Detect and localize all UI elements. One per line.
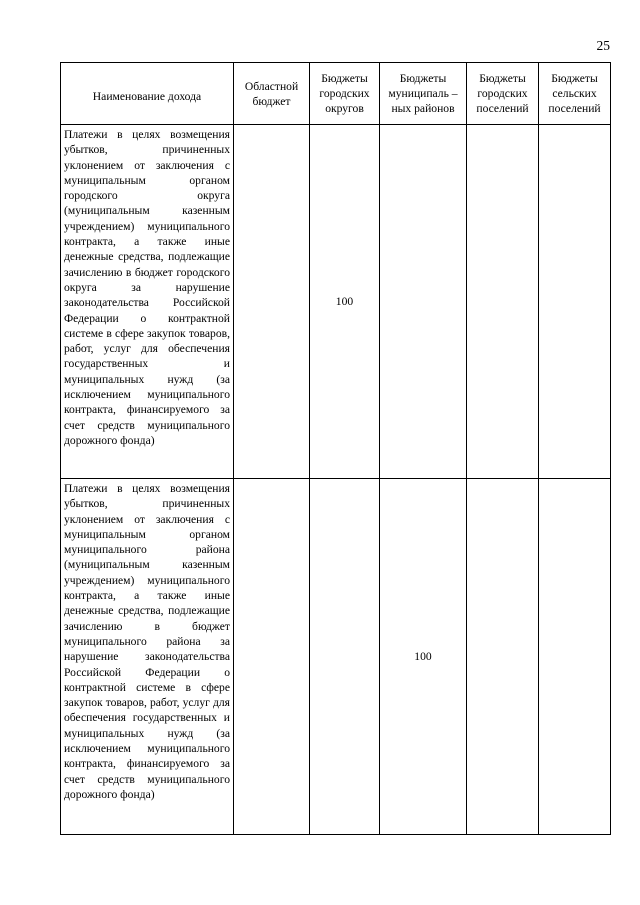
table-row [61, 125, 611, 479]
header-income-name-label: Наименование дохода [92, 90, 202, 103]
header-rural-settlements-label: Бюджеты сельских поселений [548, 72, 601, 115]
income-name-text: Платежи в целях возмещения убытков, причиненных уклонением от заключения с муниципальным органом муниципального района (муниципальным казенным учреждением) муниципального контракта, а также иные денежные средства, подлежащие зачислению в бюджет муниципального района за нарушение законодательства Российской Федерации о контрактной системе в сфере закупок товаров, работ, услуг для обеспечения государственных и муниципальных нужд (за исключением муниципального контракта, финансируемого за счет средств муниципального дорожного фонда) [64, 482, 230, 801]
urban-settlements-cell [467, 125, 539, 479]
table-header-row [61, 63, 611, 125]
rural-settlements-cell [539, 479, 611, 835]
municipal-districts-cell [380, 125, 467, 479]
header-income-name [61, 63, 234, 125]
urban-settlements-cell [467, 479, 539, 835]
city-districts-cell: 100 [310, 125, 380, 479]
table-row [61, 479, 611, 835]
header-urban-settlements-label: Бюджеты городских поселений [476, 72, 529, 115]
header-municipal-districts-label: Бюджеты муниципаль –ных районов [388, 72, 458, 115]
regional-budget-cell [234, 479, 310, 835]
regional-budget-cell [234, 125, 310, 479]
income-name-text: Платежи в целях возмещения убытков, причиненных уклонением от заключения с муниципальным органом городского округа (муниципальным казенным учреждением) муниципального контракта, а также иные денежные средства, подлежащие зачислению в бюджет городского округа за нарушение законодательства Российской Федерации о контрактной системе в сфере закупок товаров, работ, услуг для обеспечения государственных и муниципальных нужд (за исключением муниципального контракта, финансируемого за счет средств муниципального дорожного фонда) [64, 128, 230, 447]
budget-revenue-table [60, 62, 611, 835]
page-number: 25 [596, 38, 610, 53]
municipal-districts-cell: 100 [380, 479, 467, 835]
header-municipal-districts [380, 63, 467, 125]
header-city-districts [310, 63, 380, 125]
header-city-districts-label: Бюджеты городских округов [319, 72, 370, 115]
header-regional-budget-label: Областной бюджет [244, 79, 299, 108]
city-districts-cell [310, 479, 380, 835]
header-rural-settlements [539, 63, 611, 125]
income-name-cell [61, 479, 234, 835]
header-urban-settlements [467, 63, 539, 125]
rural-settlements-cell [539, 125, 611, 479]
header-regional-budget [234, 63, 310, 125]
income-name-cell [61, 125, 234, 479]
